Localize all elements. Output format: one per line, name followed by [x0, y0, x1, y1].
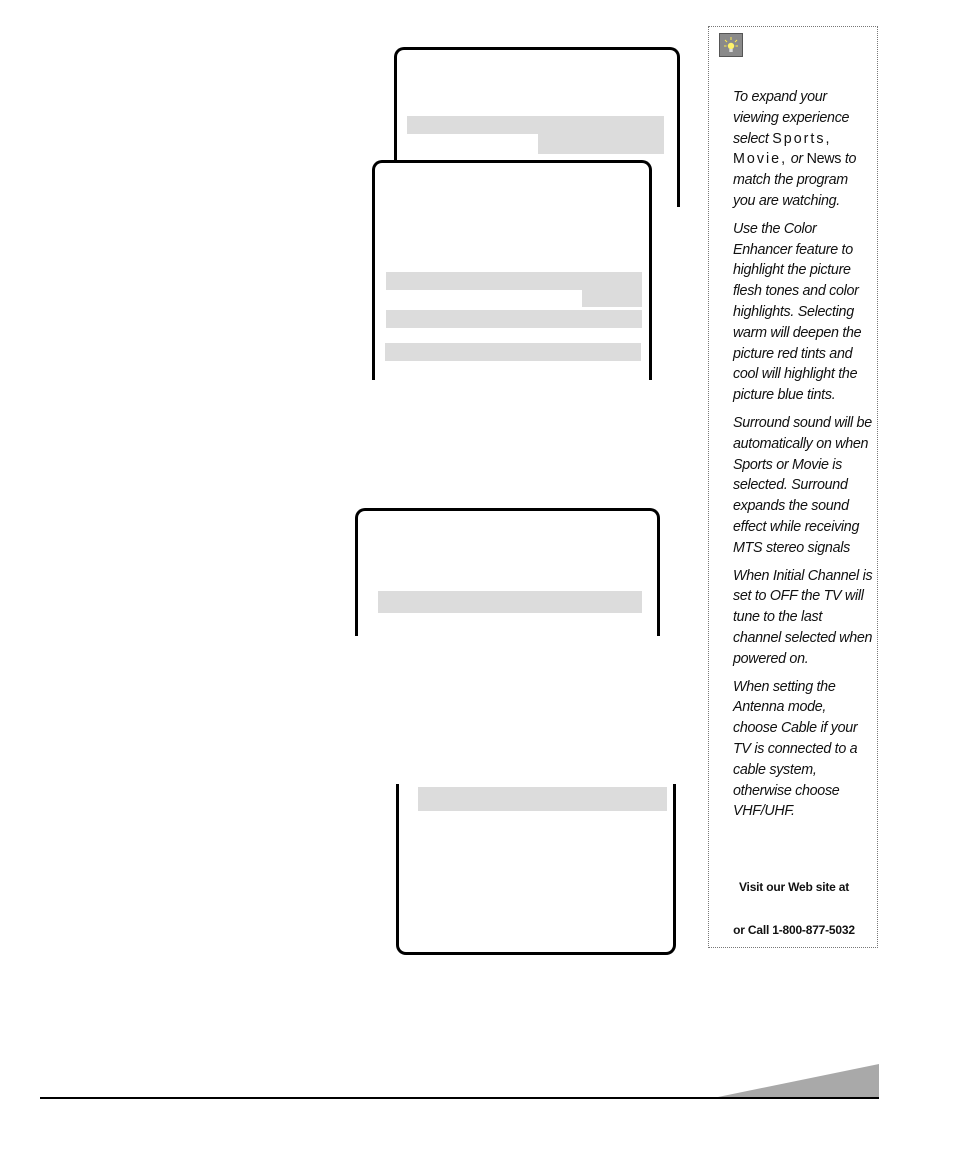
- footer-rule: [40, 1097, 879, 1099]
- menu-highlight-bar: [386, 272, 642, 290]
- tip-color-enhancer: Use the Color Enhancer feature to highlight the picture flesh tones and color highlights. Selecting warm will deepen the picture red tints and cool will highlight the picture blue tints.: [733, 220, 862, 404]
- menu-screen-3: [355, 508, 660, 636]
- menu-highlight-bar: [418, 787, 667, 811]
- tip-antenna-mode: When setting the Antenna mode, choose Cable if your TV is connected to a cable system, otherwise choose VHF/UHF.: [733, 678, 858, 820]
- tip-initial-channel: When Initial Channel is set to OFF the TV will tune to the last channel selected when powered on.: [733, 567, 873, 667]
- tips-sidebar: [708, 26, 878, 948]
- menu-highlight-bar: [407, 116, 664, 134]
- menu-highlight-bar: [538, 134, 664, 154]
- menu-highlight-bar: [386, 310, 642, 328]
- tip-picture-preset: To expand your viewing experience select Sports, Movie, or News to match the program you are watching.: [733, 89, 857, 209]
- phone-line: or Call 1-800-877-5032: [733, 923, 855, 937]
- website-line: Visit our Web site at: [738, 880, 850, 894]
- menu-screen-2: [372, 160, 652, 380]
- menu-highlight-bar: [378, 591, 642, 613]
- menu-screen-4: [396, 784, 676, 955]
- tip-surround-sound: Surround sound will be automatically on when Sports or Movie is selected. Surround expands the sound effect while receiving MTS stereo signals: [733, 414, 872, 556]
- menu-highlight-bar: [582, 290, 642, 307]
- lightbulb-icon: [719, 33, 743, 57]
- tips-list: [733, 87, 873, 829]
- menu-highlight-bar: [385, 343, 641, 361]
